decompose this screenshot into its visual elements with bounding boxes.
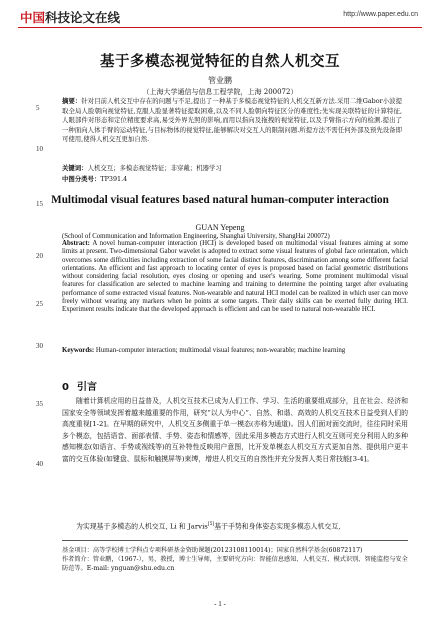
clc-cn-text: TP391.4 <box>100 175 128 183</box>
clc-cn <box>62 175 402 185</box>
line-number: 5 <box>36 104 40 112</box>
section-title: 引言 <box>76 382 97 393</box>
header-url[interactable]: http://www.paper.edu.cn <box>343 11 418 18</box>
keywords-cn-label: 关键词： <box>62 164 88 172</box>
abstract-cn-label: 摘要： <box>62 97 82 105</box>
author-cn: 管业鹏 <box>208 76 232 85</box>
keywords-en <box>62 347 408 355</box>
footnote-bio: 作者简介：管业鹏，（1967-），男，教授，博士生导师，主要研究方向：智能信息感知、人机交互、模式识别、智能监控与安全防范等。E-mail: ynguan@shu.edu.cn <box>62 556 408 572</box>
page-number: - 1 - <box>214 600 226 608</box>
logo-prefix: 中国 <box>20 11 46 25</box>
author-en: GUAN Yepeng <box>195 223 245 232</box>
footnote-fund: 基金项目：高等学校博士学科点专项科研基金资助课题(20123108110014)；国家自然科学基金(60872117) <box>62 547 363 554</box>
body-p2-start: 为实现基于多模态的人机交互, Li 和 Jarvis <box>76 522 208 531</box>
footnote <box>62 546 408 573</box>
abstract-en-text: A novel human-computer interaction (HCI) is developed based on multimodal visual features aiming at some limits at present. Two-dimensional Gabor wavelet is adopted to extract some visual features of global face orientation, which overcomes some difficulties including extraction of some facial distinct features, discrimination among some different facial orientations. An efficient and fast approach to locating center of eyes is proposed based on facial geometric distributions without considering facial resolution, eyes closing or opening and user's wearing. Some prominent multimodal visual features for classification are selected to machine learning and training to determine the pointing target after evaluating performance of some extracted visual features. Non-wearable and natural HCI model can be realized in which user can move freely without wearing any markers when he points at some targets. Their daily skills can be exerted fully during HCI. Experiment results indicate that the developed approach is efficient and can be used to natural non-wearable HCI. <box>62 240 409 313</box>
line-number: 15 <box>36 200 43 208</box>
line-number: 40 <box>36 460 43 468</box>
keywords-en-label: Keywords: <box>62 347 95 354</box>
line-number: 10 <box>36 145 43 153</box>
section-heading <box>62 378 97 393</box>
body-paragraph-1: 随着计算机应用的日益普及，人机交互技术已成为人们工作、学习、生活的重要组成部分，且在社会、经济和国家安全等领域发挥着越来越重要的作用，研究“以人为中心”、自然、和谐、高效的人机交互技术日益受到人们的高度重视[1-2]。在早期的研究中，人机交互多侧重于单一模态(亦称为通道)。因人们面对面交流时，往往同时采用多个模态，包括语音、面部表情、手势、姿态和情感等，因此采用多模态方式进行人机交互则可充分利用人的多种感知模态(如语言、手势或视线等)的互补特性反映用户意图，比开发单模态人机交互方式更加自然、提供用户更丰富的交互体验(如键盘、鼠标和触摸屏等)束缚，增进人机交互的自然性并充分发挥人类日常技能[3-4]。 <box>62 397 408 463</box>
header-rule <box>18 27 422 28</box>
paper-title-cn: 基于多模态视觉特征的自然人机交互 <box>100 54 340 70</box>
body-paragraph-2 <box>62 519 408 533</box>
clc-cn-label: 中图分类号： <box>62 175 101 183</box>
affiliation-en: (School of Communication and Information Engineering, Shanghai University, ShangHai 200072) <box>62 233 330 240</box>
affiliation-cn: （上海大学通信与信息工程学院，上海 200072） <box>142 88 298 96</box>
line-number: 20 <box>36 252 43 260</box>
journal-logo <box>20 8 120 26</box>
line-number: 25 <box>36 300 43 308</box>
line-number: 35 <box>36 400 43 408</box>
abstract-en <box>62 240 408 314</box>
abstract-cn <box>62 97 402 145</box>
keywords-cn <box>62 164 402 174</box>
line-number: 30 <box>36 342 43 350</box>
footnote-rule <box>62 540 408 541</box>
abstract-cn-text: 针对目前人机交互中存在的问题与不足,提出了一种基于多模态视觉特征的人机交互新方法.采用二维Gabor小波提取全局人脸朝向视觉特征,克服人脸显著特征提取困难,以及不同人脸朝向特征区分的难度性;先实现关联特征的计算特征,人眼部件对形态和定位精度要求高,易受外界光照的影响,而用以指向及拖拽的视觉特征,以及手臂指示方向的检测.提出了一种面向人体手臂的运动特征,与目标物体的视觉特征,能够解决对交互人的限制问题.所提方法不需任何外部及预先设备即可使用,使得人机交互更加自然. <box>62 97 402 144</box>
paper-title-en: Multimodal visual features based natural human-computer interaction <box>51 194 389 206</box>
abstract-en-label: Abstract: <box>62 240 90 247</box>
logo-main: 科技论文在线 <box>45 11 121 25</box>
keywords-en-text: Human-computer interaction; multimodal visual features; non-wearable; machine learning <box>95 347 346 354</box>
keywords-cn-text: 人机交互；多模态视觉特征；非穿戴；机器学习 <box>87 164 222 172</box>
body-p2-end: 基于手势和身体姿态实现多模态人机交互, <box>214 522 341 531</box>
citation-ref[interactable]: [5] <box>207 522 215 527</box>
section-number: 0 <box>62 382 69 393</box>
